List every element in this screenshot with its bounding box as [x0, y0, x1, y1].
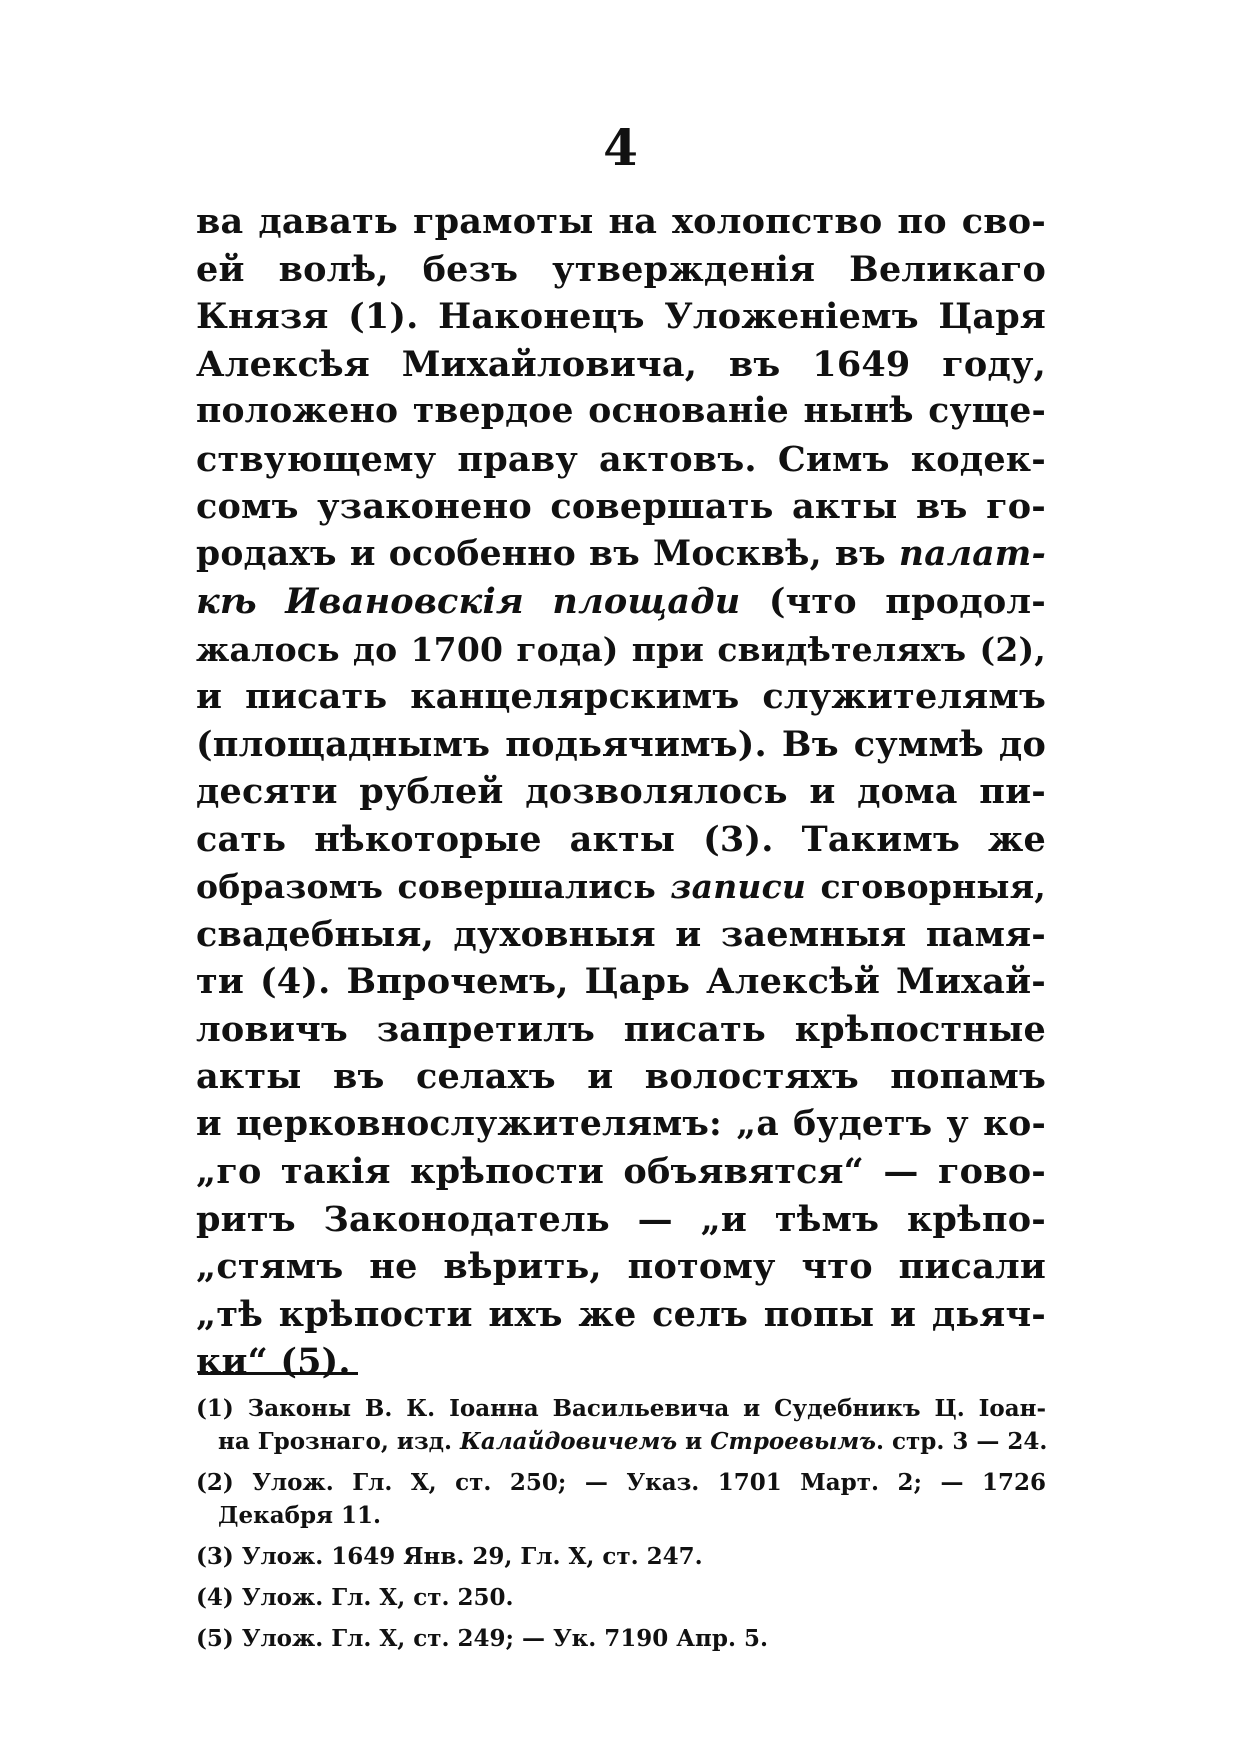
- text-segment: положено твердое основаніе нынѣ суще-: [196, 391, 1046, 431]
- text-segment: „тѣ крѣпости ихъ же селъ попы и дьяч-: [196, 1293, 1046, 1335]
- footnotes: [196, 1392, 1046, 1655]
- footnote-rule: [198, 1372, 358, 1375]
- text-segment: (что продол-: [740, 581, 1046, 622]
- text-line: [196, 1101, 1046, 1149]
- body-text: [196, 198, 1046, 1386]
- text-segment: (4) Улож. Гл. X, ст. 250.: [196, 1584, 514, 1611]
- text-line: [196, 293, 1046, 341]
- text-segment: ва давать грамоты на холопство по сво-: [196, 201, 1046, 242]
- text-segment: ти (4). Впрочемъ, Царь Алексѣй Михай-: [196, 961, 1046, 1002]
- text-line: [196, 1006, 1046, 1054]
- italic-text: Строевымъ: [710, 1428, 876, 1455]
- text-line: [196, 816, 1046, 864]
- text-segment: Декабря 11.: [218, 1502, 382, 1529]
- text-segment: жалось до 1700 года) при свидѣтеляхъ (2),: [196, 629, 1046, 669]
- text-segment: (2) Улож. Гл. X, ст. 250; — Указ. 1701 Март. 2; — 1726: [196, 1469, 1046, 1496]
- text-segment: ловичъ запретилъ писать крѣпостные: [196, 1008, 1046, 1050]
- text-segment: „стямъ не вѣрить, потому что писали: [196, 1246, 1046, 1287]
- text-line: [196, 531, 1046, 579]
- text-line: [196, 911, 1046, 959]
- text-line: [196, 198, 1046, 246]
- footnote-line: [196, 1392, 1046, 1425]
- text-segment: ки“ (5).: [196, 1341, 351, 1382]
- text-segment: Князя (1). Наконецъ Уложеніемъ Царя: [196, 296, 1046, 337]
- text-segment: и церковнослужителямъ: „а будетъ у ко-: [196, 1103, 1046, 1144]
- page-number: 4: [603, 118, 638, 177]
- text-line: [196, 1291, 1046, 1339]
- text-line: [196, 721, 1046, 769]
- text-segment: ритъ Законодатель — „и тѣмъ крѣпо-: [196, 1198, 1046, 1240]
- text-segment: сговорныя,: [806, 867, 1046, 906]
- text-line: [196, 388, 1046, 436]
- text-line: [196, 483, 1046, 531]
- text-segment: десяти рублей дозволялось и дома пи-: [196, 771, 1046, 812]
- text-segment: (5) Улож. Гл. X, ст. 249; — Ук. 7190 Апр. 5.: [196, 1625, 768, 1652]
- text-line: [196, 768, 1046, 816]
- text-segment: . стр. 3 — 24.: [875, 1428, 1048, 1455]
- text-segment: Алексѣя Михайловича, въ 1649 году,: [196, 343, 1046, 385]
- text-segment: (3) Улож. 1649 Янв. 29, Гл. X, ст. 247.: [196, 1543, 703, 1570]
- text-line: [196, 626, 1046, 674]
- text-line: [196, 1053, 1046, 1101]
- text-segment: и писать канцелярскимъ служителямъ: [196, 676, 1046, 717]
- text-line: [196, 246, 1046, 294]
- text-segment: (площаднымъ подьячимъ). Въ суммѣ до: [196, 723, 1046, 765]
- text-segment: „го такія крѣпости объявятся“ — гово-: [196, 1151, 1046, 1192]
- text-line: [196, 436, 1046, 484]
- text-segment: ей волѣ, безъ утвержденія Великаго: [196, 248, 1046, 290]
- footnote-line: [196, 1466, 1046, 1499]
- text-segment: и: [677, 1428, 711, 1455]
- text-segment: родахъ и особенно въ Москвѣ, въ: [196, 533, 899, 574]
- text-line: [196, 341, 1046, 389]
- footnote-line: [196, 1581, 1046, 1614]
- text-line: [196, 958, 1046, 1006]
- text-line: [196, 863, 1046, 911]
- text-line: [196, 1243, 1046, 1291]
- text-segment: образомъ совершались: [196, 867, 671, 906]
- footnote-line: [196, 1622, 1046, 1655]
- footnote-line: [196, 1540, 1046, 1573]
- text-segment: акты въ селахъ и волостяхъ попамъ: [196, 1056, 1046, 1097]
- text-line: [196, 1148, 1046, 1196]
- footnote-line: [196, 1499, 1046, 1532]
- italic-text: записи: [670, 867, 807, 906]
- text-line: [196, 1196, 1046, 1244]
- italic-text: палат-: [898, 533, 1046, 574]
- text-segment: (1) Законы В. К. Іоанна Васильевича и Судебникъ Ц. Іоан-: [196, 1395, 1046, 1422]
- text-segment: сать нѣкоторые акты (3). Такимъ же: [196, 818, 1046, 860]
- footnote-line: [196, 1425, 1046, 1458]
- text-line: [196, 1338, 1046, 1386]
- text-segment: сомъ узаконено совершать акты въ го-: [196, 486, 1046, 527]
- text-line: [196, 673, 1046, 721]
- italic-text: кѣ Ивановскія площади: [196, 581, 741, 622]
- text-line: [196, 578, 1046, 626]
- italic-text: Калайдовичемъ: [460, 1428, 678, 1455]
- text-segment: ствующему праву актовъ. Симъ кодек-: [196, 438, 1046, 480]
- text-segment: свадебныя, духовныя и заемныя памя-: [196, 913, 1046, 955]
- text-segment: на Грознаго, изд.: [218, 1428, 460, 1455]
